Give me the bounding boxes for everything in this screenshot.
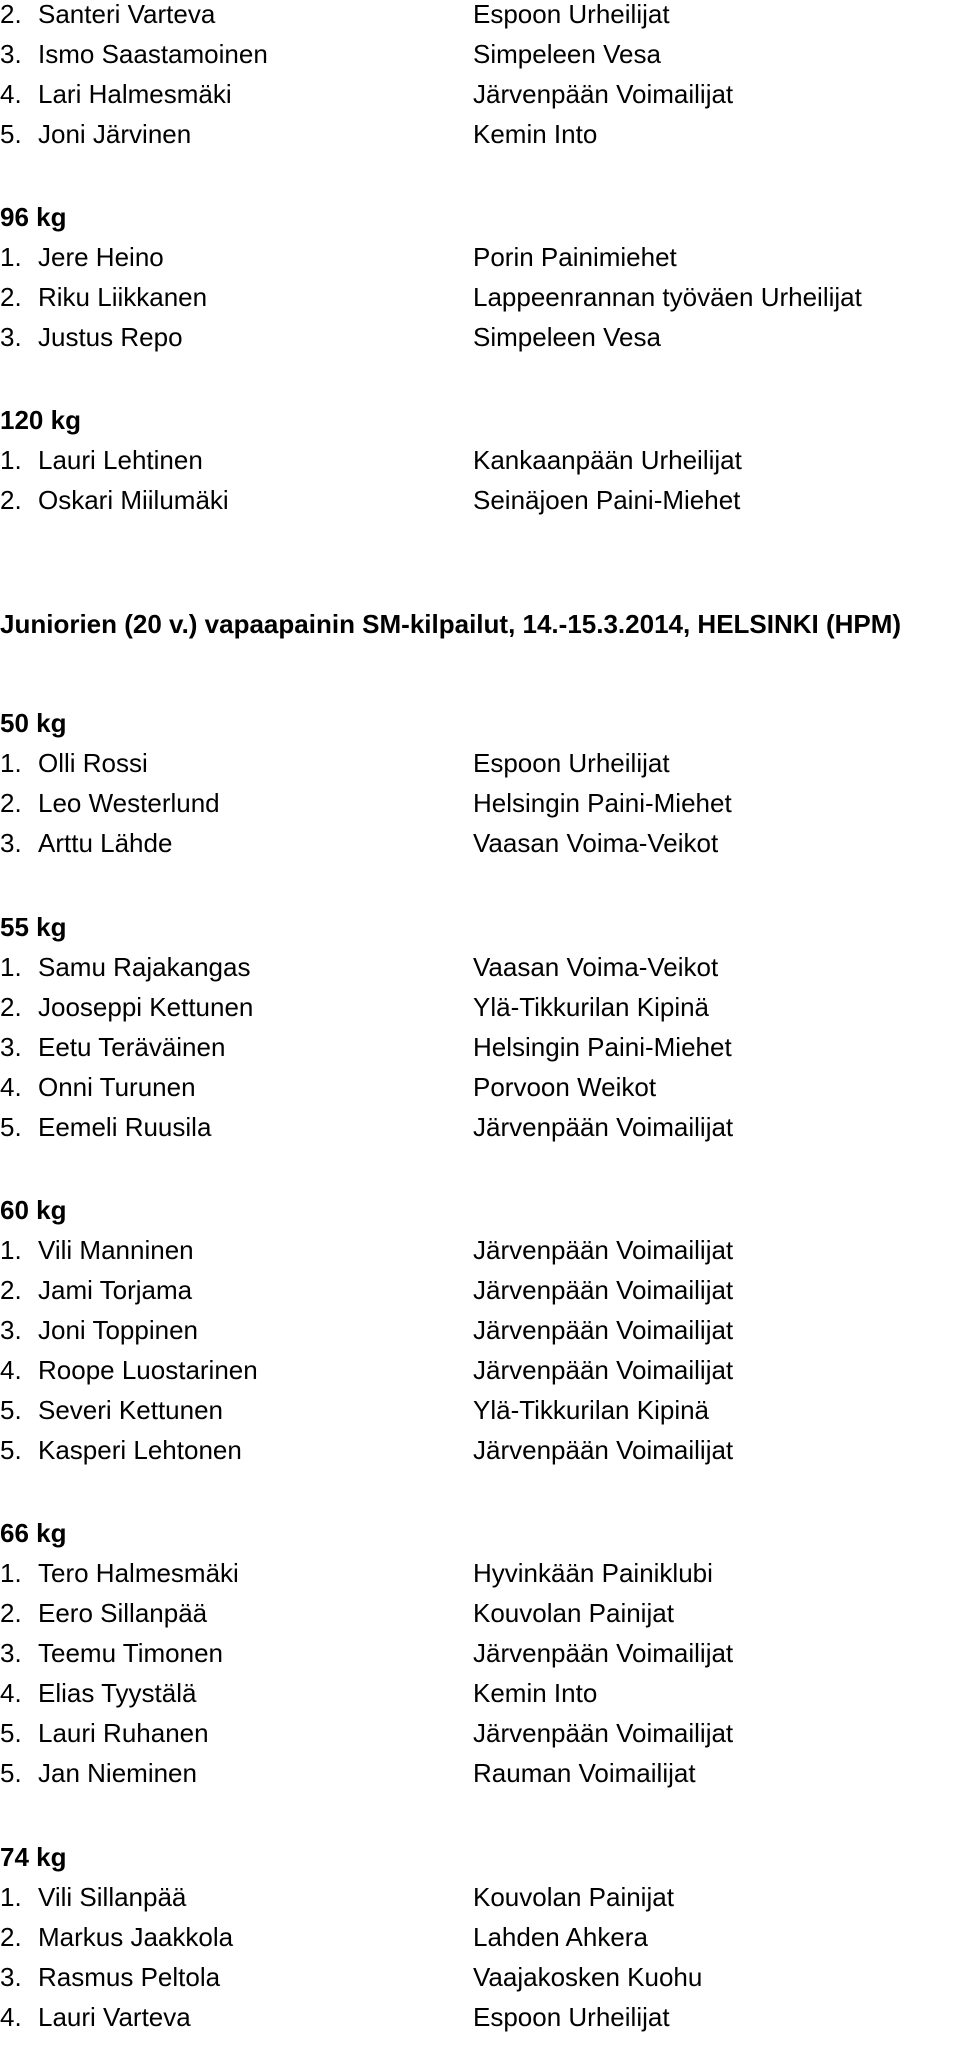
- club-name: Vaasan Voima-Veikot: [473, 952, 719, 982]
- result-rank: 3.: [0, 1032, 22, 1062]
- result-rank: 1.: [0, 445, 22, 475]
- club-name: Seinäjoen Paini-Miehet: [473, 485, 741, 515]
- club-name: Kankaanpään Urheilijat: [473, 445, 742, 475]
- result-rank: 3.: [0, 39, 22, 69]
- club-name: Kemin Into: [473, 1678, 598, 1708]
- weight-class-heading: 50 kg: [0, 708, 67, 738]
- result-rank: 5.: [0, 1395, 22, 1425]
- result-rank: 5.: [0, 1718, 22, 1748]
- wrestler-name: Severi Kettunen: [38, 1395, 224, 1425]
- wrestler-name: Santeri Varteva: [38, 0, 216, 29]
- wrestler-name: Joni Toppinen: [38, 1315, 198, 1345]
- result-rank: 3.: [0, 1962, 22, 1992]
- club-name: Vaasan Voima-Veikot: [473, 828, 719, 858]
- club-name: Espoon Urheilijat: [473, 748, 670, 778]
- wrestler-name: Lauri Lehtinen: [38, 445, 203, 475]
- result-rank: 4.: [0, 1072, 22, 1102]
- club-name: Järvenpään Voimailijat: [473, 1275, 734, 1305]
- result-rank: 1.: [0, 748, 22, 778]
- result-rank: 2.: [0, 788, 22, 818]
- club-name: Lappeenrannan työväen Urheilijat: [473, 282, 862, 312]
- club-name: Ylä-Tikkurilan Kipinä: [473, 992, 710, 1022]
- wrestler-name: Vili Manninen: [38, 1235, 194, 1265]
- result-rank: 4.: [0, 79, 22, 109]
- club-name: Vaajakosken Kuohu: [473, 1962, 703, 1992]
- result-rank: 5.: [0, 119, 22, 149]
- club-name: Espoon Urheilijat: [473, 0, 670, 29]
- wrestler-name: Jooseppi Kettunen: [38, 992, 254, 1022]
- result-rank: 1.: [0, 1882, 22, 1912]
- club-name: Simpeleen Vesa: [473, 39, 661, 69]
- club-name: Helsingin Paini-Miehet: [473, 1032, 732, 1062]
- club-name: Järvenpään Voimailijat: [473, 1315, 734, 1345]
- wrestler-name: Jan Nieminen: [38, 1758, 197, 1788]
- weight-class-heading: 74 kg: [0, 1842, 67, 1872]
- club-name: Järvenpään Voimailijat: [473, 1355, 734, 1385]
- club-name: Lahden Ahkera: [473, 1922, 648, 1952]
- wrestler-name: Lauri Varteva: [38, 2002, 191, 2032]
- result-rank: 1.: [0, 1235, 22, 1265]
- result-rank: 2.: [0, 1922, 22, 1952]
- result-rank: 3.: [0, 1638, 22, 1668]
- club-name: Simpeleen Vesa: [473, 322, 661, 352]
- result-rank: 1.: [0, 952, 22, 982]
- club-name: Järvenpään Voimailijat: [473, 1638, 734, 1668]
- club-name: Kouvolan Painijat: [473, 1882, 674, 1912]
- result-rank: 3.: [0, 1315, 22, 1345]
- result-rank: 2.: [0, 485, 22, 515]
- wrestler-name: Leo Westerlund: [38, 788, 220, 818]
- result-rank: 4.: [0, 1678, 22, 1708]
- event-title: Juniorien (20 v.) vapaapainin SM-kilpailut, 14.-15.3.2014, HELSINKI (HPM): [0, 609, 902, 639]
- club-name: Kemin Into: [473, 119, 598, 149]
- club-name: Rauman Voimailijat: [473, 1758, 696, 1788]
- wrestler-name: Eetu Teräväinen: [38, 1032, 226, 1062]
- weight-class-heading: 60 kg: [0, 1195, 67, 1225]
- club-name: Ylä-Tikkurilan Kipinä: [473, 1395, 710, 1425]
- weight-class-heading: 55 kg: [0, 912, 67, 942]
- wrestler-name: Kasperi Lehtonen: [38, 1435, 242, 1465]
- wrestler-name: Lari Halmesmäki: [38, 79, 232, 109]
- club-name: Järvenpään Voimailijat: [473, 1112, 734, 1142]
- result-rank: 2.: [0, 1598, 22, 1628]
- club-name: Porvoon Weikot: [473, 1072, 657, 1102]
- wrestler-name: Teemu Timonen: [38, 1638, 223, 1668]
- wrestler-name: Roope Luostarinen: [38, 1355, 258, 1385]
- weight-class-heading: 66 kg: [0, 1518, 67, 1548]
- club-name: Espoon Urheilijat: [473, 2002, 670, 2032]
- result-rank: 2.: [0, 0, 22, 29]
- result-rank: 3.: [0, 322, 22, 352]
- result-rank: 5.: [0, 1758, 22, 1788]
- club-name: Hyvinkään Painiklubi: [473, 1558, 713, 1588]
- club-name: Järvenpään Voimailijat: [473, 1718, 734, 1748]
- result-rank: 2.: [0, 282, 22, 312]
- result-rank: 4.: [0, 1355, 22, 1385]
- result-rank: 1.: [0, 1558, 22, 1588]
- wrestler-name: Eero Sillanpää: [38, 1598, 208, 1628]
- club-name: Järvenpään Voimailijat: [473, 1435, 734, 1465]
- club-name: Helsingin Paini-Miehet: [473, 788, 732, 818]
- result-rank: 4.: [0, 2002, 22, 2032]
- wrestler-name: Markus Jaakkola: [38, 1922, 234, 1952]
- result-rank: 3.: [0, 828, 22, 858]
- wrestler-name: Tero Halmesmäki: [38, 1558, 239, 1588]
- wrestler-name: Riku Liikkanen: [38, 282, 208, 312]
- wrestler-name: Olli Rossi: [38, 748, 148, 778]
- wrestler-name: Arttu Lähde: [38, 828, 173, 858]
- wrestler-name: Jere Heino: [38, 242, 164, 272]
- wrestler-name: Joni Järvinen: [38, 119, 192, 149]
- result-rank: 2.: [0, 1275, 22, 1305]
- result-rank: 1.: [0, 242, 22, 272]
- wrestler-name: Rasmus Peltola: [38, 1962, 221, 1992]
- club-name: Järvenpään Voimailijat: [473, 79, 734, 109]
- weight-class-heading: 96 kg: [0, 202, 67, 232]
- wrestler-name: Oskari Miilumäki: [38, 485, 229, 515]
- wrestler-name: Lauri Ruhanen: [38, 1718, 209, 1748]
- wrestler-name: Samu Rajakangas: [38, 952, 251, 982]
- wrestler-name: Elias Tyystälä: [38, 1678, 197, 1708]
- weight-class-heading: 120 kg: [0, 405, 81, 435]
- wrestler-name: Justus Repo: [38, 322, 183, 352]
- result-rank: 5.: [0, 1435, 22, 1465]
- result-rank: 5.: [0, 1112, 22, 1142]
- wrestler-name: Vili Sillanpää: [38, 1882, 187, 1912]
- wrestler-name: Eemeli Ruusila: [38, 1112, 212, 1142]
- club-name: Järvenpään Voimailijat: [473, 1235, 734, 1265]
- result-rank: 2.: [0, 992, 22, 1022]
- wrestler-name: Jami Torjama: [38, 1275, 193, 1305]
- club-name: Porin Painimiehet: [473, 242, 677, 272]
- club-name: Kouvolan Painijat: [473, 1598, 674, 1628]
- wrestler-name: Onni Turunen: [38, 1072, 196, 1102]
- wrestler-name: Ismo Saastamoinen: [38, 39, 268, 69]
